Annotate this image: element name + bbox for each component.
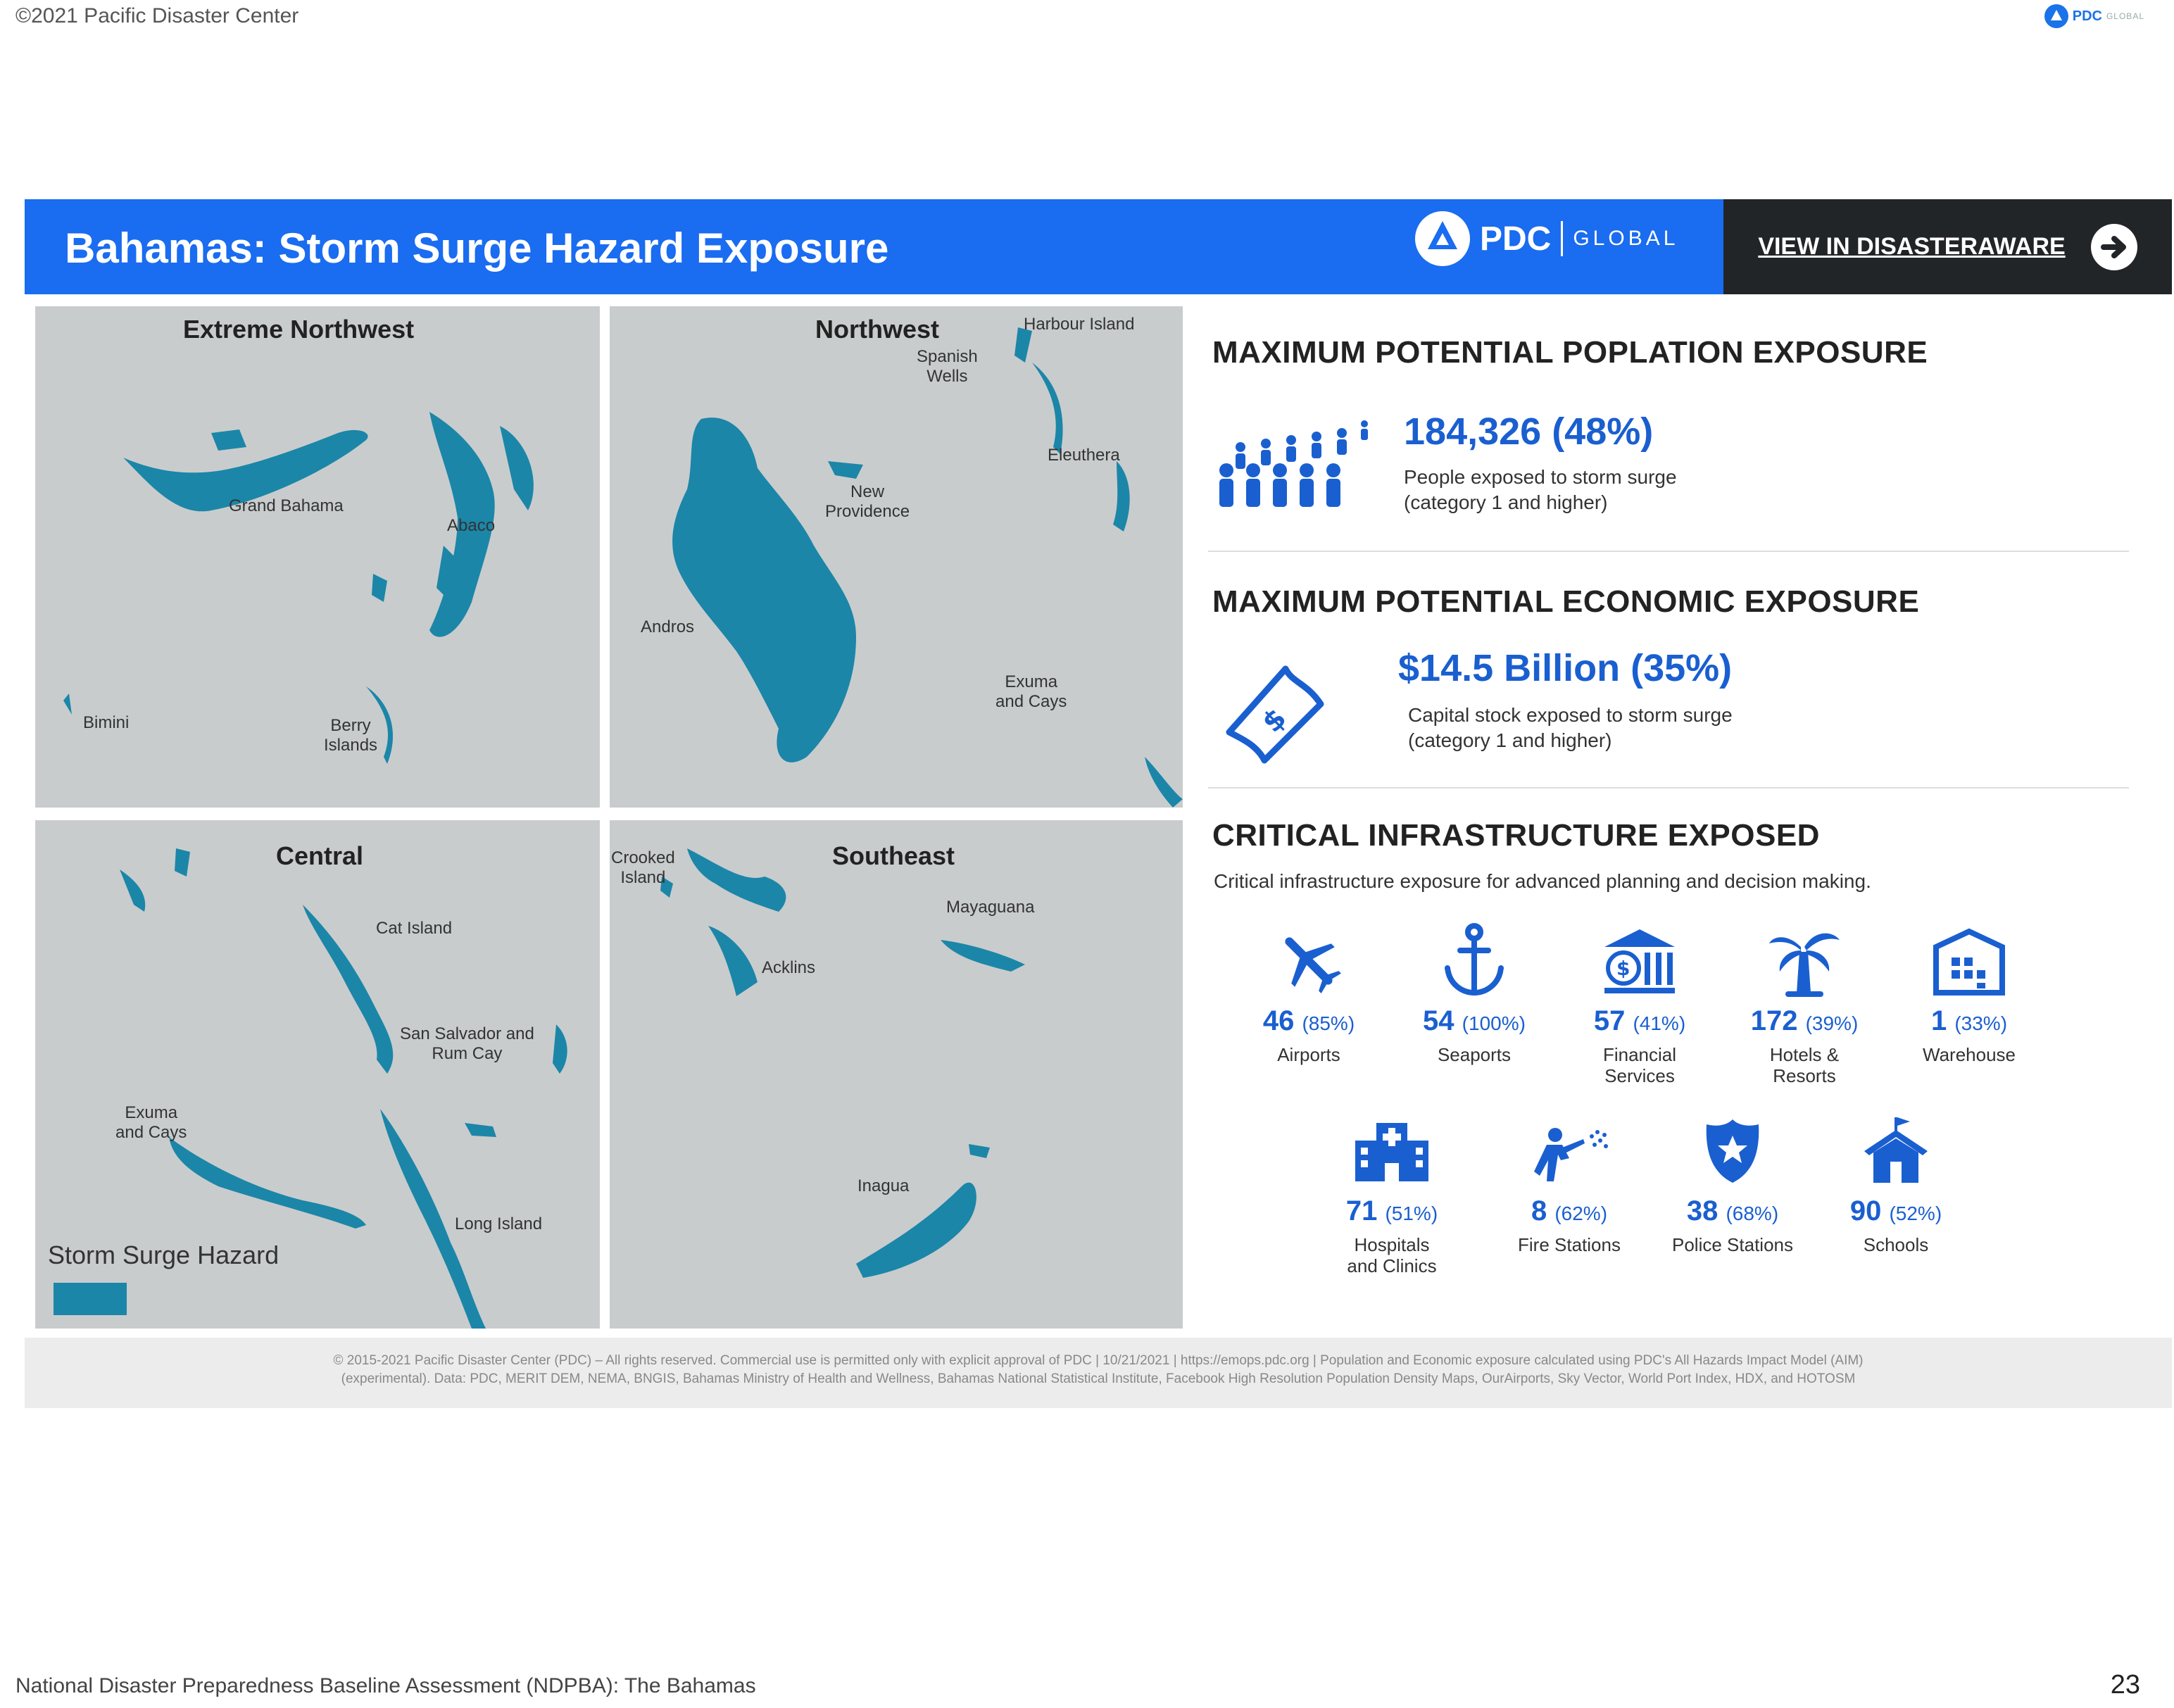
population-desc-1: People exposed to storm surge — [1404, 466, 1677, 488]
label-grand-bahama: Grand Bahama — [229, 496, 344, 515]
infra-label: Airports — [1277, 1044, 1340, 1065]
money-bill-icon — [1215, 655, 1335, 771]
infra-count: 1 — [1930, 1005, 1947, 1036]
bank-icon — [1559, 922, 1721, 1000]
economic-desc-2: (category 1 and higher) — [1408, 729, 1612, 751]
economic-desc-1: Capital stock exposed to storm surge — [1408, 704, 1733, 726]
footer-credits — [99, 1352, 2098, 1388]
infra-label: Seaports — [1437, 1044, 1512, 1065]
palm-tree-icon — [1723, 922, 1885, 1000]
infra-pct: (68%) — [1726, 1202, 1779, 1224]
warehouse-icon — [1888, 922, 2050, 1000]
infra-warehouse — [1888, 922, 2050, 1065]
infra-pct: (51%) — [1385, 1202, 1438, 1224]
population-value: 184,326 (48%) — [1404, 410, 1654, 453]
economic-section-title: MAXIMUM POTENTIAL ECONOMIC EXPOSURE — [1212, 584, 1920, 619]
legend-title: Storm Surge Hazard — [48, 1241, 279, 1269]
pdc-logo-text: PDC — [1480, 220, 1552, 258]
infra-label: Fire Stations — [1518, 1234, 1621, 1255]
footer-credits-line-2: (experimental). Data: PDC, MERIT DEM, NEMA, BNGIS, Bahamas Ministry of Health and Wellness, Bahamas National Statistical Institute, Facebook High Resolution Population Density Maps, OurAirports, Sky Vector, World Port Index, HDX, and HOTOSM — [341, 1371, 1856, 1386]
infra-count: 54 — [1423, 1005, 1454, 1036]
label-new-providence: New Providence — [825, 482, 910, 521]
infra-label: Police Stations — [1672, 1234, 1793, 1255]
page-title: Bahamas: Storm Surge Hazard Exposure — [65, 225, 889, 272]
infrastructure-section-title: CRITICAL INFRASTRUCTURE EXPOSED — [1212, 818, 1820, 853]
label-crooked-island: Crooked Island — [611, 848, 675, 887]
map-northwest — [610, 306, 1183, 808]
infra-fire-stations — [1488, 1112, 1650, 1255]
label-andros: Andros — [641, 617, 695, 636]
label-abaco: Abaco — [447, 516, 496, 535]
infra-label: Hospitals and Clinics — [1347, 1234, 1437, 1276]
divider — [1208, 551, 2129, 552]
people-group-icon — [1212, 415, 1388, 517]
firefighter-icon — [1488, 1112, 1650, 1190]
label-eleuthera: Eleuthera — [1048, 446, 1120, 465]
label-harbour-island: Harbour Island — [1024, 315, 1135, 334]
map-title-northwest: Northwest — [815, 315, 940, 344]
label-inagua: Inagua — [857, 1176, 910, 1195]
map-extreme-northwest — [35, 306, 600, 808]
top-copyright: ©2021 Pacific Disaster Center — [15, 4, 299, 27]
infra-count: 57 — [1593, 1005, 1626, 1036]
airplane-icon — [1228, 922, 1390, 1000]
divider — [1208, 787, 2129, 789]
map-title-extreme-northwest: Extreme Northwest — [183, 315, 415, 344]
anchor-icon — [1393, 922, 1555, 1000]
infra-label: Financial Services — [1602, 1044, 1677, 1086]
infra-count: 38 — [1686, 1195, 1719, 1226]
hospital-icon — [1311, 1112, 1473, 1190]
infra-pct: (100%) — [1462, 1012, 1526, 1034]
economic-value: $14.5 Billion (35%) — [1398, 647, 1733, 689]
map-southeast — [610, 820, 1183, 1329]
infra-count: 8 — [1531, 1195, 1547, 1226]
view-in-disasteraware-button[interactable] — [1723, 199, 2172, 294]
legend-swatch — [54, 1283, 127, 1315]
logo-divider — [1561, 221, 1563, 256]
population-desc-2: (category 1 and higher) — [1404, 491, 1608, 513]
label-exuma-cays-nw: Exuma and Cays — [995, 672, 1067, 711]
pdc-small-logo — [2044, 4, 2144, 28]
infra-pct: (41%) — [1633, 1012, 1686, 1034]
pdc-logo-icon — [1415, 211, 1470, 266]
infra-financial — [1559, 922, 1721, 1086]
label-acklins: Acklins — [762, 958, 816, 977]
population-section-title: MAXIMUM POTENTIAL POPLATION EXPOSURE — [1212, 335, 1928, 370]
global-logo-text: GLOBAL — [1573, 227, 1679, 250]
infra-pct: (62%) — [1554, 1202, 1608, 1224]
pdc-small-logo-sub: GLOBAL — [2106, 11, 2144, 21]
label-spanish-wells: Spanish Wells — [917, 347, 978, 386]
infra-police-stations — [1652, 1112, 1814, 1255]
footer-credits-line-1: © 2015-2021 Pacific Disaster Center (PDC) – All rights reserved. Commercial use is permitted only with explicit approval of PDC | 10/21/2021 | https://emops.pdc.org | Population and Economic exposure calculated using PDC's All Hazards Impact Model (AIM) — [333, 1353, 1864, 1368]
infra-seaports — [1393, 922, 1555, 1065]
infra-label: Hotels & Resorts — [1769, 1044, 1840, 1086]
pdc-small-logo-text: PDC — [2072, 8, 2102, 24]
infra-count: 172 — [1750, 1005, 1798, 1036]
infra-count: 90 — [1849, 1195, 1882, 1226]
label-san-salvador: San Salvador and Rum Cay — [400, 1024, 534, 1063]
label-exuma-cays-c: Exuma and Cays — [115, 1103, 187, 1142]
view-in-disasteraware-label[interactable]: VIEW IN DISASTERAWARE — [1758, 233, 2066, 260]
infra-hotels — [1723, 922, 1885, 1086]
infra-pct: (39%) — [1805, 1012, 1859, 1034]
infra-label: Warehouse — [1923, 1044, 2016, 1065]
infra-pct: (33%) — [1954, 1012, 2008, 1034]
label-long-island: Long Island — [455, 1214, 543, 1233]
school-icon — [1815, 1112, 1977, 1190]
document-title: National Disaster Preparedness Baseline Assessment (NDPBA): The Bahamas — [15, 1674, 756, 1697]
arrow-right-icon[interactable] — [2091, 224, 2137, 270]
infrastructure-subtitle: Critical infrastructure exposure for advanced planning and decision making. — [1214, 870, 1871, 892]
svg-text:$: $ — [1256, 702, 1293, 739]
infra-count: 71 — [1345, 1195, 1378, 1226]
label-cat-island: Cat Island — [376, 919, 453, 938]
pdc-global-logo — [1415, 211, 1678, 266]
infra-airports — [1228, 922, 1390, 1065]
label-bimini: Bimini — [83, 713, 130, 732]
police-badge-icon — [1652, 1112, 1814, 1190]
map-title-central: Central — [276, 841, 364, 870]
northwest-islands — [610, 306, 1183, 808]
infra-schools — [1815, 1112, 1977, 1255]
infra-pct: (52%) — [1889, 1202, 1942, 1224]
infra-count: 46 — [1262, 1005, 1295, 1036]
svg-text:$: $ — [1616, 957, 1630, 980]
infra-label: Schools — [1863, 1234, 1929, 1255]
infra-pct: (85%) — [1302, 1012, 1355, 1034]
page-number: 23 — [2110, 1670, 2140, 1700]
southeast-islands — [610, 820, 1183, 1329]
map-title-southeast: Southeast — [832, 841, 955, 870]
pdc-logo-icon — [2044, 4, 2068, 28]
label-berry-islands: Berry Islands — [324, 716, 378, 755]
infra-hospitals — [1311, 1112, 1473, 1276]
label-mayaguana: Mayaguana — [946, 898, 1035, 917]
